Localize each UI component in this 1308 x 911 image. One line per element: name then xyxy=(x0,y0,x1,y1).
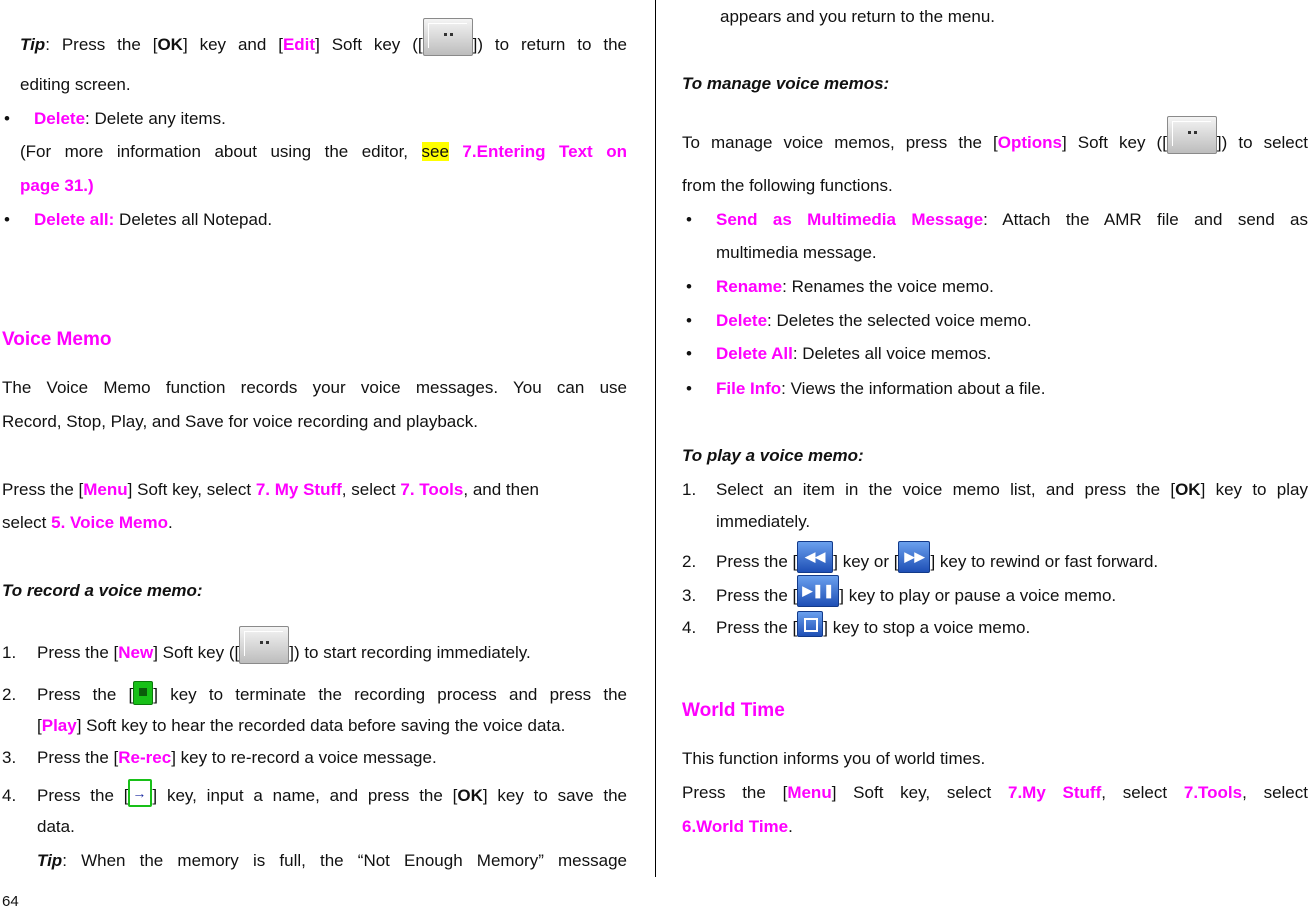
soft-key-icon xyxy=(423,18,473,56)
vm-p1-line-1: The Voice Memo function records your voice messages. You can use xyxy=(2,378,627,397)
tip-line-1: Tip: Press the [OK] key and [Edit] Soft key ([ ]) to return to the xyxy=(20,34,627,56)
record-step-3: 3. Press the [Re-rec] key to re-record a voice message. xyxy=(2,748,437,767)
bullet-delete-all: • Delete all: Deletes all Notepad. xyxy=(34,209,272,231)
wt-p2-line-1: Press the [Menu] Soft key, select 7.My Stuff, select 7.Tools, select xyxy=(682,783,1308,802)
rewind-key-icon: ◀◀ xyxy=(797,541,833,573)
stop-key-icon xyxy=(797,611,823,637)
bullet-file-info: • File Info: Views the information about a file. xyxy=(716,378,1045,400)
stop-record-key-icon xyxy=(133,681,153,705)
record-step-4-line-2: data. xyxy=(37,817,75,836)
heading-play: To play a voice memo: xyxy=(682,446,864,465)
record-step-2-line-2: [Play] Soft key to hear the recorded data before saving the voice data. xyxy=(37,716,566,735)
bullet-delete: • Delete: Delete any items. xyxy=(34,108,226,130)
play-step-1-line-1: Select an item in the voice memo list, and press the [OK] key to play xyxy=(716,480,1308,499)
info-line-2: page 31.) xyxy=(20,176,94,195)
record-step-4-line-1: Press the [→ ] key, input a name, and press the [OK] key to save the xyxy=(37,785,627,807)
vm-p2-line-1: Press the [Menu] Soft key, select 7. My Stuff, select 7. Tools, and then xyxy=(2,480,539,499)
heading-manage: To manage voice memos: xyxy=(682,74,890,93)
page-number: 64 xyxy=(2,893,19,910)
info-line-1: (For more information about using the editor, see 7.Entering Text on xyxy=(20,142,627,161)
fast-forward-key-icon: ▶▶ xyxy=(898,541,930,573)
wt-p1: This function informs you of world times. xyxy=(682,749,986,768)
bullet-delete-all-memos: • Delete All: Deletes all voice memos. xyxy=(716,343,991,365)
play-step-4: 4. Press the [ ] key to stop a voice memo. xyxy=(682,617,1030,639)
bullet-rename: • Rename: Renames the voice memo. xyxy=(716,276,994,298)
heading-record: To record a voice memo: xyxy=(2,581,203,600)
manage-intro-line-2: from the following functions. xyxy=(682,176,893,195)
continued-text: appears and you return to the menu. xyxy=(720,7,996,26)
play-step-1-num: 1. xyxy=(682,480,697,499)
record-step-2-line-1: Press the [ ] key to terminate the recording process and press the xyxy=(37,684,627,706)
save-key-icon xyxy=(128,779,152,807)
bullet-send-mms-line-2: multimedia message. xyxy=(716,243,877,262)
soft-key-icon xyxy=(239,626,289,664)
bullet-send-mms: • Send as Multimedia Message: Attach the AMR file and send as xyxy=(716,209,1308,231)
heading-voice-memo: Voice Memo xyxy=(2,329,112,350)
manage-intro-line-1: To manage voice memos, press the [Options] Soft key ([ ]) to select xyxy=(682,132,1308,154)
soft-key-icon xyxy=(1167,116,1217,154)
record-tip: Tip: When the memory is full, the “Not Enough Memory” message xyxy=(37,851,627,870)
column-divider xyxy=(655,0,656,877)
heading-world-time: World Time xyxy=(682,700,785,721)
play-pause-key-icon: ▶❚❚ xyxy=(797,575,839,607)
record-step-1: 1. Press the [New] Soft key ([ ]) to start recording immediately. xyxy=(2,642,531,664)
vm-p2-line-2: select 5. Voice Memo. xyxy=(2,513,173,532)
wt-p2-line-2: 6.World Time. xyxy=(682,817,793,836)
record-step-4-num: 4. xyxy=(2,786,17,805)
tip-line-2: editing screen. xyxy=(20,75,131,94)
play-step-3: 3. Press the [ ▶❚❚ ] key to play or pause a voice memo. xyxy=(682,585,1116,607)
vm-p1-line-2: Record, Stop, Play, and Save for voice recording and playback. xyxy=(2,412,478,431)
record-step-2-num: 2. xyxy=(2,685,17,704)
bullet-delete-memo: • Delete: Deletes the selected voice memo. xyxy=(716,310,1032,332)
play-step-1-line-2: immediately. xyxy=(716,512,811,531)
play-step-2: 2. Press the [ ◀◀ ] key or [ ▶▶ ] key to rewind or fast forward. xyxy=(682,551,1158,573)
